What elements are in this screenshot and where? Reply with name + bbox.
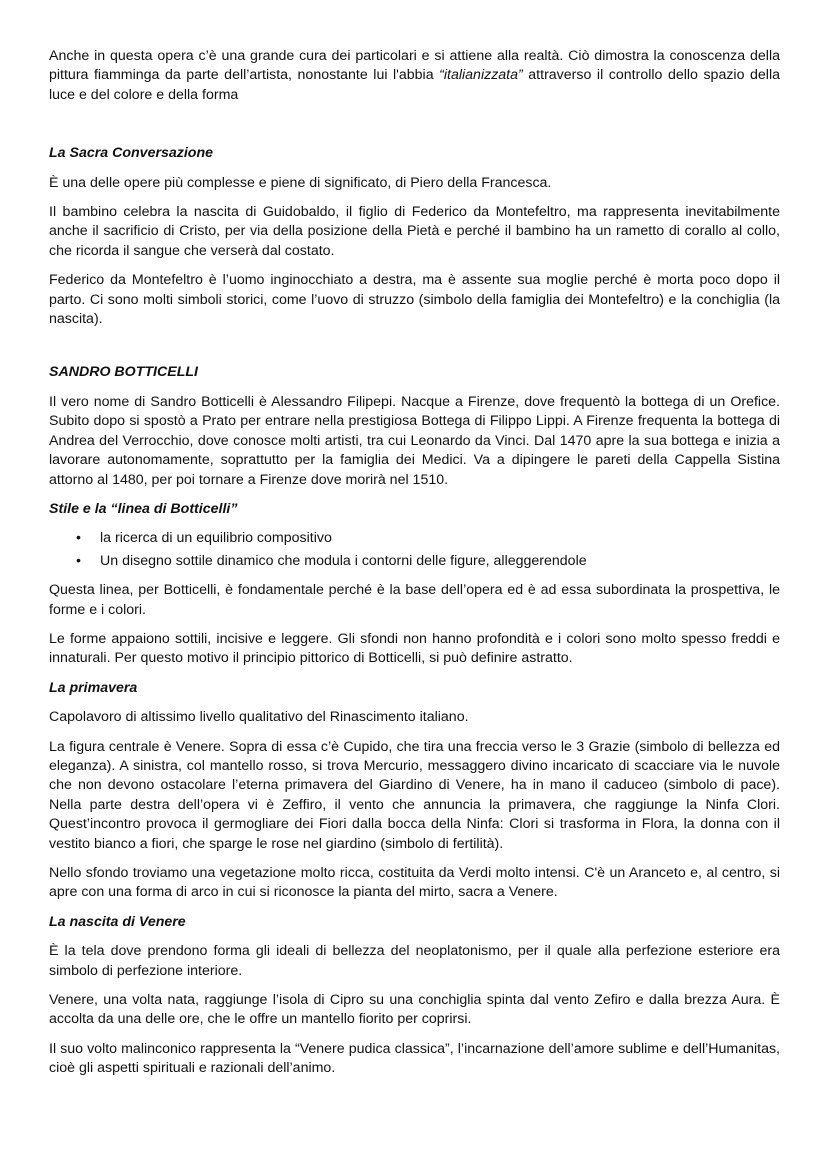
- sacra-paragraph-2: Il bambino celebra la nascita di Guidobaldo, il figlio di Federico da Montefeltro, ma rappresenta inevitabilmente anche il sacrificio di Cristo, per via della posizione della Pietà e perché il bambino ha un rametto di corallo al collo, che ricorda il sangue che verserà dal costato.: [49, 204, 780, 259]
- intro-text-end: attraverso il controllo dello spazio della luce e del colore e della forma: [49, 67, 780, 103]
- list-item: [49, 552, 780, 571]
- bullet-text: Un disegno sottile dinamico che modula i contorni delle figure, alleggerendole: [100, 552, 587, 569]
- bullet-icon: •: [76, 552, 81, 569]
- stile-paragraph-2: Le forme appaiono sottili, incisive e leggere. Gli sfondi non hanno profondità e i colori sono molto spesso freddi e innaturali. Per questo motivo il principio pittorico di Botticelli, si può definire astratto.: [49, 630, 780, 667]
- venere-paragraph-1: È la tela dove prendono forma gli ideali di bellezza del neoplatonismo, per il quale alla perfezione esteriore era simbolo di perfezione interiore.: [49, 943, 780, 979]
- venere-paragraph-3: Il suo volto malinconico rappresenta la “Venere pudica classica”, l’incarnazione dell’amore sublime e dell’Humanitas, cioè gli aspetti spirituali e razionali dell’animo.: [49, 1040, 780, 1077]
- primavera-paragraph-3: Nello sfondo troviamo una vegetazione molto ricca, costituita da Verdi molto intensi. C'è un Aranceto e, al centro, si apre con una forma di arco in cui si riconosce la pianta del mirto, sacra a Venere.: [49, 865, 780, 901]
- heading-sacra-conversazione: La Sacra Conversazione: [49, 145, 214, 162]
- intro-italic-word: “italianizzata”: [439, 67, 523, 84]
- stile-bullet-list: [49, 529, 780, 571]
- document-page: [49, 47, 800, 1089]
- heading-nascita-venere: La nascita di Venere: [49, 913, 186, 930]
- heading-la-primavera: La primavera: [49, 679, 138, 696]
- stile-paragraph-1: Questa linea, per Botticelli, è fondamentale perché è la base dell’opera ed è ad essa subordinata la prospettiva, le forme e i colori.: [49, 582, 780, 618]
- heading-stile-linea: Stile e la “linea di Botticelli”: [49, 500, 238, 517]
- venere-paragraph-2: Venere, una volta nata, raggiunge l’isola di Cipro su una conchiglia spinta dal vento Zefiro e dalla brezza Aura. È accolta da una delle ore, che le offre un mantello fiorito per coprirsi.: [49, 992, 780, 1028]
- bullet-icon: •: [76, 530, 81, 547]
- intro-paragraph: [49, 47, 780, 105]
- heading-sandro-botticelli: SANDRO BOTTICELLI: [49, 364, 198, 381]
- botticelli-bio: Il vero nome di Sandro Botticelli è Alessandro Filipepi. Nacque a Firenze, dove frequentò la bottega di un Orefice. Subito dopo si spostò a Prato per entrare nella prestigiosa Bottega di Filippo Lippi. A Firenze frequenta la bottega di Andrea del Verrocchio, dove conosce molti artisti, tra cui Leonardo da Vinci. Dal 1470 apre la sua bottega e inizia a lavorare autonomamente, soprattutto per la famiglia dei Medici. Va a dipingere le pareti della Cappella Sistina attorno al 1480, per poi tornare a Firenze dove morirà nel 1510.: [49, 393, 780, 488]
- primavera-paragraph-1: Capolavoro di altissimo livello qualitativo del Rinascimento italiano.: [49, 709, 469, 726]
- list-item: [49, 529, 780, 548]
- primavera-paragraph-2: La figura centrale è Venere. Sopra di essa c’è Cupido, che tira una freccia verso le 3 Grazie (simbolo di bellezza ed eleganza). A sinistra, col mantello rosso, si trova Mercurio, messaggero divino incaricato di scacciare via le nuvole che non devono ostacolare l’eterna primavera del Giardino di Venere, ha in mano il caduceo (simbolo di pace). Nella parte destra dell’opera vi è Zeffiro, il vento che annuncia la primavera, che raggiunge la Ninfa Clori. Quest’incontro provoca il germogliare dei Fiori dalla bocca della Ninfa: Clori si trasforma in Flora, la donna con il vestito bianco a fiori, che sparge le rose nel giardino (simbolo di fertilità).: [49, 738, 800, 852]
- sacra-paragraph-1: È una delle opere più complesse e piene di significato, di Piero della Francesca.: [49, 174, 552, 191]
- sacra-paragraph-3: Federico da Montefeltro è l’uomo inginocchiato a destra, ma è assente sua moglie perché è morta poco dopo il parto. Ci sono molti simboli storici, come l’uovo di struzzo (simbolo della famiglia dei Montefeltro) e la conchiglia (la nascita).: [49, 272, 780, 328]
- intro-text-start: Anche in questa opera c’è una grande cura dei particolari e si attiene alla realtà. Ciò dimostra la conoscenza della pittura fiamminga da parte dell’artista, nonostante lui l'abbia: [49, 48, 780, 84]
- bullet-text: la ricerca di un equilibrio compositivo: [100, 530, 332, 547]
